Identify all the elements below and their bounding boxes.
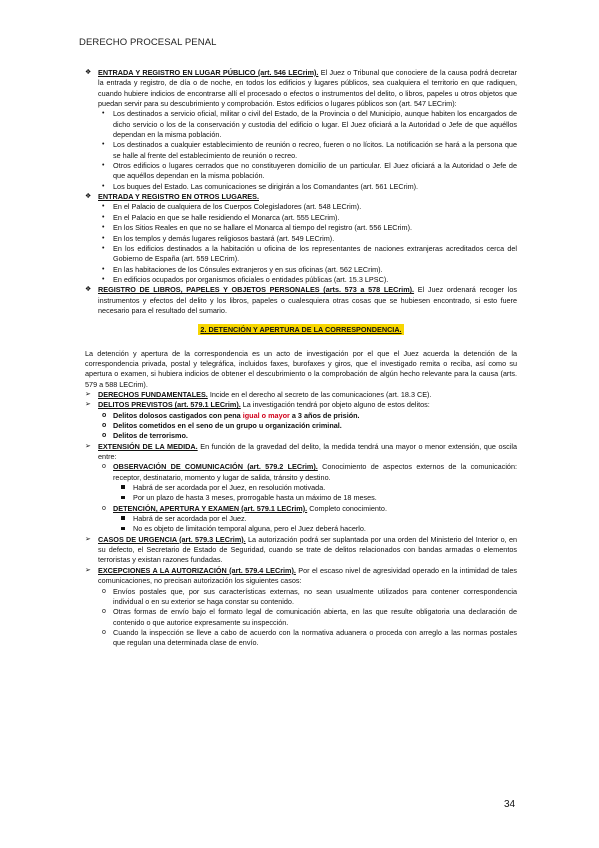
text-exceptions: Por el escaso nivel de agresividad operado en la intimidad de tales comunicaciones, no precisan autorización los siguientes casos: bbox=[98, 565, 517, 586]
heading-crimes: DELITOS PREVISTOS (art. 579.1 LECrim). bbox=[98, 400, 241, 410]
page-number: 34 bbox=[504, 799, 516, 810]
list-item-text: Los destinados a servicio oficial, militar o civil del Estado, de la Provincia o del Municipio, aunque habiten los encargados de dicho servicio o los de la conservación y custodia del edificio o lugar. El Juez oficiará a la Autoridad o Jefe de que aquéllos dependan en la misma población. bbox=[113, 109, 517, 140]
circle-bullet-icon: o bbox=[102, 432, 107, 440]
section-title-text: 2. DETENCIÓN Y APERTURA DE LA CORRESPONDENCIA. bbox=[200, 325, 402, 335]
list-item bbox=[85, 140, 517, 161]
square-bullet-icon bbox=[121, 493, 125, 503]
square-bullet-icon bbox=[121, 483, 125, 493]
section-title bbox=[85, 325, 517, 335]
heading-urgency: CASOS DE URGENCIA (art. 579.3 LECrim). bbox=[98, 534, 246, 544]
list-item-text: Los buques del Estado. Las comunicaciones se dirigirán a los Comandantes (art. 561 LECrim). bbox=[113, 181, 419, 191]
list-item bbox=[85, 223, 517, 233]
square-bullet-icon bbox=[121, 514, 125, 524]
bullet-personal-register bbox=[85, 285, 517, 316]
page-content bbox=[85, 68, 517, 649]
list-item bbox=[85, 234, 517, 244]
arrow-item-crimes bbox=[85, 400, 517, 410]
bullet-icon: • bbox=[102, 110, 105, 118]
list-item bbox=[85, 587, 517, 608]
list-item bbox=[85, 265, 517, 275]
arrow-item-exceptions bbox=[85, 566, 517, 587]
list-item-text: En los templos y demás lugares religiosos bastará (art. 549 LECrim). bbox=[113, 233, 335, 243]
highlight-text: igual o mayor bbox=[242, 410, 290, 420]
list-item-text: Delitos cometidos en el seno de un grupo u organización criminal. bbox=[113, 421, 342, 430]
list-item-text: a 3 años de prisión. bbox=[289, 410, 360, 420]
bullet-public-search bbox=[85, 68, 517, 109]
list-item-text: Habrá de ser acordada por el Juez. bbox=[133, 514, 247, 524]
heading-exceptions: EXCEPCIONES A LA AUTORIZACIÓN (art. 579.4 LECrim). bbox=[98, 565, 296, 575]
bullet-icon: • bbox=[102, 141, 105, 149]
bullet-icon: • bbox=[102, 275, 105, 283]
list-item-text: No es objeto de limitación temporal alguna, pero el Juez deberá hacerlo. bbox=[133, 524, 366, 534]
list-item-text: Habrá de ser acordada por el Juez, en resolución motivada. bbox=[133, 483, 326, 493]
circle-bullet-icon: o bbox=[102, 463, 106, 471]
list-item bbox=[85, 514, 517, 524]
list-item bbox=[85, 182, 517, 192]
arrow-item-urgency bbox=[85, 535, 517, 566]
subheading: DETENCIÓN, APERTURA Y EXAMEN (art. 579.1 LECrim). bbox=[113, 503, 308, 513]
text-extension: En función de la gravedad del delito, la medida tendrá una mayor o menor extensión, que oscila entre: bbox=[98, 441, 517, 462]
heading-public-search: ENTRADA Y REGISTRO EN LUGAR PÚBLICO (art. 546 LECrim). bbox=[98, 68, 319, 77]
circle-bullet-icon: o bbox=[102, 504, 106, 512]
list-item bbox=[85, 493, 517, 503]
list-item bbox=[85, 161, 517, 182]
list-item bbox=[85, 275, 517, 285]
bullet-icon: • bbox=[102, 182, 105, 190]
heading-personal-register: REGISTRO DE LIBROS, PAPELES Y OBJETOS PERSONALES (arts. 573 a 578 LECrim). bbox=[98, 285, 415, 295]
list-item-text: Delitos dolosos castigados con pena bbox=[113, 410, 243, 420]
arrow-bullet-icon: ➢ bbox=[85, 442, 91, 450]
arrow-item-extension bbox=[85, 442, 517, 463]
arrow-bullet-icon: ➢ bbox=[85, 566, 91, 574]
list-item-text: Cuando la inspección se lleve a cabo de acuerdo con la normativa aduanera o proceda con arreglo a las normas postales que regulan una determinada clase de envío. bbox=[113, 627, 517, 648]
diamond-bullet-icon: ❖ bbox=[85, 69, 92, 76]
circle-bullet-icon: o bbox=[102, 411, 107, 419]
circle-bullet-icon: o bbox=[102, 608, 106, 616]
list-item bbox=[85, 462, 517, 483]
list-item-text: En el Palacio en que se halle residiendo el Monarca (art. 555 LECrim). bbox=[113, 212, 340, 222]
text-personal-register: El Juez ordenará recoger los instrumentos y efectos del delito y los libros, papeles o cualesquiera otras cosas que se hubiesen encontrado, si esto fuere necesario para el resultado del sumario. bbox=[98, 285, 517, 315]
square-bullet-icon bbox=[121, 524, 125, 534]
list-item-text: Conocimiento de aspectos externos de la comunicación: receptor, destinatario, momento y lugar de salida, tránsito y destino. bbox=[113, 462, 518, 482]
list-item-text: Envíos postales que, por sus características externas, no sean usualmente utilizados para contener correspondencia individual o en su exterior se haga constar su contenido. bbox=[113, 586, 517, 606]
list-item bbox=[85, 109, 517, 140]
list-item bbox=[85, 202, 517, 212]
circle-bullet-icon: o bbox=[102, 587, 106, 595]
bullet-icon: • bbox=[102, 224, 105, 232]
list-item-text: En el Palacio de cualquiera de los Cuerpos Colegisladores (art. 548 LECrim). bbox=[113, 202, 362, 212]
list-item-text: Otras formas de envío bajo el formato legal de comunicación abierta, en las que resulte obligatoria una declaración de contenido o que autorice expresamente su inspección. bbox=[113, 607, 517, 627]
bullet-icon: • bbox=[102, 203, 105, 211]
list-item-text: Por un plazo de hasta 3 meses, prorrogable hasta un máximo de 18 meses. bbox=[133, 493, 377, 503]
list-item bbox=[85, 411, 517, 421]
list-item-text: En edificios ocupados por organismos oficiales o entidades públicas (art. 15.3 LPSC). bbox=[113, 274, 389, 284]
list-item bbox=[85, 483, 517, 493]
list-item bbox=[85, 504, 517, 514]
text-rights: Incide en el derecho al secreto de las comunicaciones (art. 18.3 CE). bbox=[207, 389, 432, 399]
diamond-bullet-icon: ❖ bbox=[85, 286, 92, 294]
page-header: DERECHO PROCESAL PENAL bbox=[79, 37, 217, 48]
heading-extension: EXTENSIÓN DE LA MEDIDA. bbox=[98, 441, 198, 451]
list-item bbox=[85, 628, 517, 649]
heading-rights: DERECHOS FUNDAMENTALES. bbox=[98, 389, 208, 399]
list-item-text: En los edificios destinados a la habitación u oficina de los representantes de naciones extranjeras acreditados cerca del Gobierno de España (art. 559 LECrim). bbox=[113, 243, 517, 264]
bullet-icon: • bbox=[102, 213, 105, 221]
text-public-search: El Juez o Tribunal que conociere de la causa podrá decretar la entrada y registro, de día o de noche, en todos los edificios y lugares públicos, sea cualquiera el territorio en que radiquen, cuando hubiere indicios de encontrarse allí el procesado o efectos o instrumentos del delito, o libros, papeles u otros objetos que puedan servir para su descubrimiento y comprobación. Estos edificios o lugares públicos son (art. 547 LECrim): bbox=[98, 68, 518, 109]
text-crimes: La investigación tendrá por objeto alguno de estos delitos: bbox=[240, 400, 430, 410]
list-item-text: Delitos de terrorismo. bbox=[113, 431, 188, 441]
arrow-bullet-icon: ➢ bbox=[85, 401, 91, 409]
list-item bbox=[85, 421, 517, 431]
bullet-icon: • bbox=[102, 234, 105, 242]
circle-bullet-icon: o bbox=[102, 628, 106, 636]
list-item-text: En las habitaciones de los Cónsules extranjeros y en sus oficinas (art. 562 LECrim). bbox=[113, 264, 383, 274]
diamond-bullet-icon: ❖ bbox=[85, 193, 92, 201]
list-item bbox=[85, 524, 517, 534]
intro-paragraph: La detención y apertura de la correspondencia es un acto de investigación por el que el Juez acuerda la detención de la correspondencia privada, postal y telegráfica, incluidos faxes, burofaxes y giros, que el investigado remita o reciba, así como su apertura o examen, si hubiera indicios de obtener el descubrimiento o la comprobación de algún hecho relevante para la causa (arts. 579 a 588 LECrim). bbox=[85, 348, 517, 389]
arrow-bullet-icon: ➢ bbox=[85, 390, 91, 398]
bullet-icon: • bbox=[102, 244, 105, 252]
list-item-text: En los Sitios Reales en que no se hallare el Monarca al tiempo del registro (art. 556 LECrim). bbox=[113, 223, 413, 233]
list-item bbox=[85, 213, 517, 223]
arrow-item-rights bbox=[85, 390, 517, 400]
text-urgency: La autorización podrá ser suplantada por una orden del Ministerio del Interior o, en su defecto, el Secretario de Estado de Seguridad, cuando se trate de delitos relacionados con bandas armadas o elementos terroristas y existan razones fundadas. bbox=[98, 534, 518, 565]
list-item bbox=[85, 607, 517, 628]
list-item-text: Completo conocimiento. bbox=[307, 503, 387, 513]
bullet-icon: • bbox=[102, 162, 105, 170]
list-item bbox=[85, 431, 517, 441]
heading-other-places: ENTRADA Y REGISTRO EN OTROS LUGARES. bbox=[98, 192, 259, 202]
list-item-text: Los destinados a cualquier establecimiento de reunión o recreo, fueren o no lícitos. La notificación se hará a la persona que se halle al frente del establecimiento de reunión o recreo. bbox=[113, 140, 517, 160]
subheading: OBSERVACIÓN DE COMUNICACIÓN (art. 579.2 LECrim). bbox=[113, 462, 318, 472]
bullet-other-places bbox=[85, 192, 517, 202]
arrow-bullet-icon: ➢ bbox=[85, 535, 91, 543]
list-item bbox=[85, 244, 517, 265]
circle-bullet-icon: o bbox=[102, 422, 107, 429]
list-item-text: Otros edificios o lugares cerrados que no constituyeren domicilio de un particular. El Juez oficiará a la Autoridad o Jefe de que aquéllos dependan en la misma población. bbox=[113, 161, 517, 181]
bullet-icon: • bbox=[102, 265, 105, 273]
